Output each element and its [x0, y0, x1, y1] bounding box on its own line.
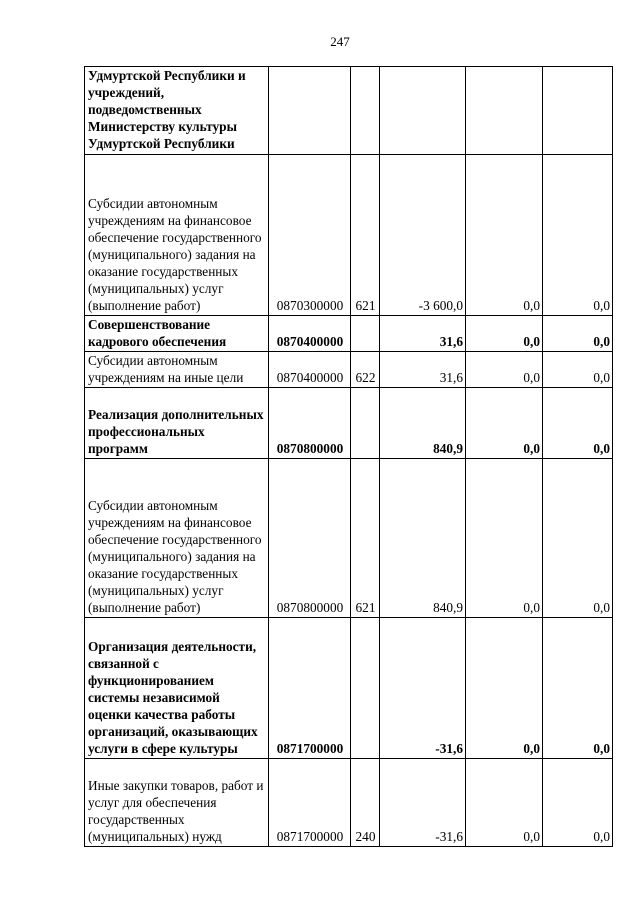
amount-3	[543, 67, 613, 155]
row-description: Удмуртской Республики и учреждений, подведомственных Министерству культуры Удмуртской Республики	[85, 67, 269, 155]
amount-3: 0,0	[543, 388, 613, 459]
row-description: Реализация дополнительных профессиональных программ	[85, 388, 269, 459]
amount-1: 31,6	[380, 316, 466, 352]
expense-type-code: 621	[351, 459, 380, 618]
amount-3: 0,0	[543, 155, 613, 316]
table-row	[85, 155, 613, 316]
expense-type-code	[351, 316, 380, 352]
amount-3: 0,0	[543, 352, 613, 388]
amount-2: 0,0	[466, 388, 543, 459]
target-article-code: 0870800000	[269, 388, 351, 459]
amount-1: -31,6	[380, 759, 466, 847]
row-description: Совершенствование кадрового обеспечения	[85, 316, 269, 352]
amount-1: -3 600,0	[380, 155, 466, 316]
amount-3: 0,0	[543, 759, 613, 847]
target-article-code: 0870300000	[269, 155, 351, 316]
target-article-code: 0870400000	[269, 352, 351, 388]
amount-3: 0,0	[543, 459, 613, 618]
row-description: Субсидии автономным учреждениям на финансовое обеспечение государственного (муниципального) задания на оказание государственных (муниципальных) услуг (выполнение работ)	[85, 459, 269, 618]
amount-1	[380, 67, 466, 155]
target-article-code: 0871700000	[269, 618, 351, 759]
expense-type-code: 621	[351, 155, 380, 316]
target-article-code: 0870800000	[269, 459, 351, 618]
expense-type-code	[351, 618, 380, 759]
target-article-code	[269, 67, 351, 155]
target-article-code: 0870400000	[269, 316, 351, 352]
amount-3: 0,0	[543, 316, 613, 352]
row-description: Субсидии автономным учреждениям на иные цели	[85, 352, 269, 388]
table-row	[85, 459, 613, 618]
amount-1: 840,9	[380, 459, 466, 618]
amount-2: 0,0	[466, 352, 543, 388]
expense-type-code	[351, 388, 380, 459]
row-description: Субсидии автономным учреждениям на финансовое обеспечение государственного (муниципального) задания на оказание государственных (муниципальных) услуг (выполнение работ)	[85, 155, 269, 316]
target-article-code: 0871700000	[269, 759, 351, 847]
amount-3: 0,0	[543, 618, 613, 759]
amount-2: 0,0	[466, 155, 543, 316]
amount-2: 0,0	[466, 618, 543, 759]
expense-type-code: 240	[351, 759, 380, 847]
row-description: Организация деятельности, связанной с функционированием системы независимой оценки качества работы организаций, оказывающих услуги в сфере культуры	[85, 618, 269, 759]
table-row	[85, 618, 613, 759]
amount-2: 0,0	[466, 316, 543, 352]
amount-2: 0,0	[466, 459, 543, 618]
table-row	[85, 759, 613, 847]
table-row	[85, 67, 613, 155]
amount-1: 840,9	[380, 388, 466, 459]
amount-2: 0,0	[466, 759, 543, 847]
table-row	[85, 352, 613, 388]
table-row	[85, 316, 613, 352]
budget-table	[84, 66, 613, 847]
expense-type-code	[351, 67, 380, 155]
amount-1: -31,6	[380, 618, 466, 759]
page-number: 247	[330, 34, 350, 49]
row-description: Иные закупки товаров, работ и услуг для обеспечения государственных (муниципальных) нужд	[85, 759, 269, 847]
expense-type-code: 622	[351, 352, 380, 388]
amount-2	[466, 67, 543, 155]
table-row	[85, 388, 613, 459]
amount-1: 31,6	[380, 352, 466, 388]
